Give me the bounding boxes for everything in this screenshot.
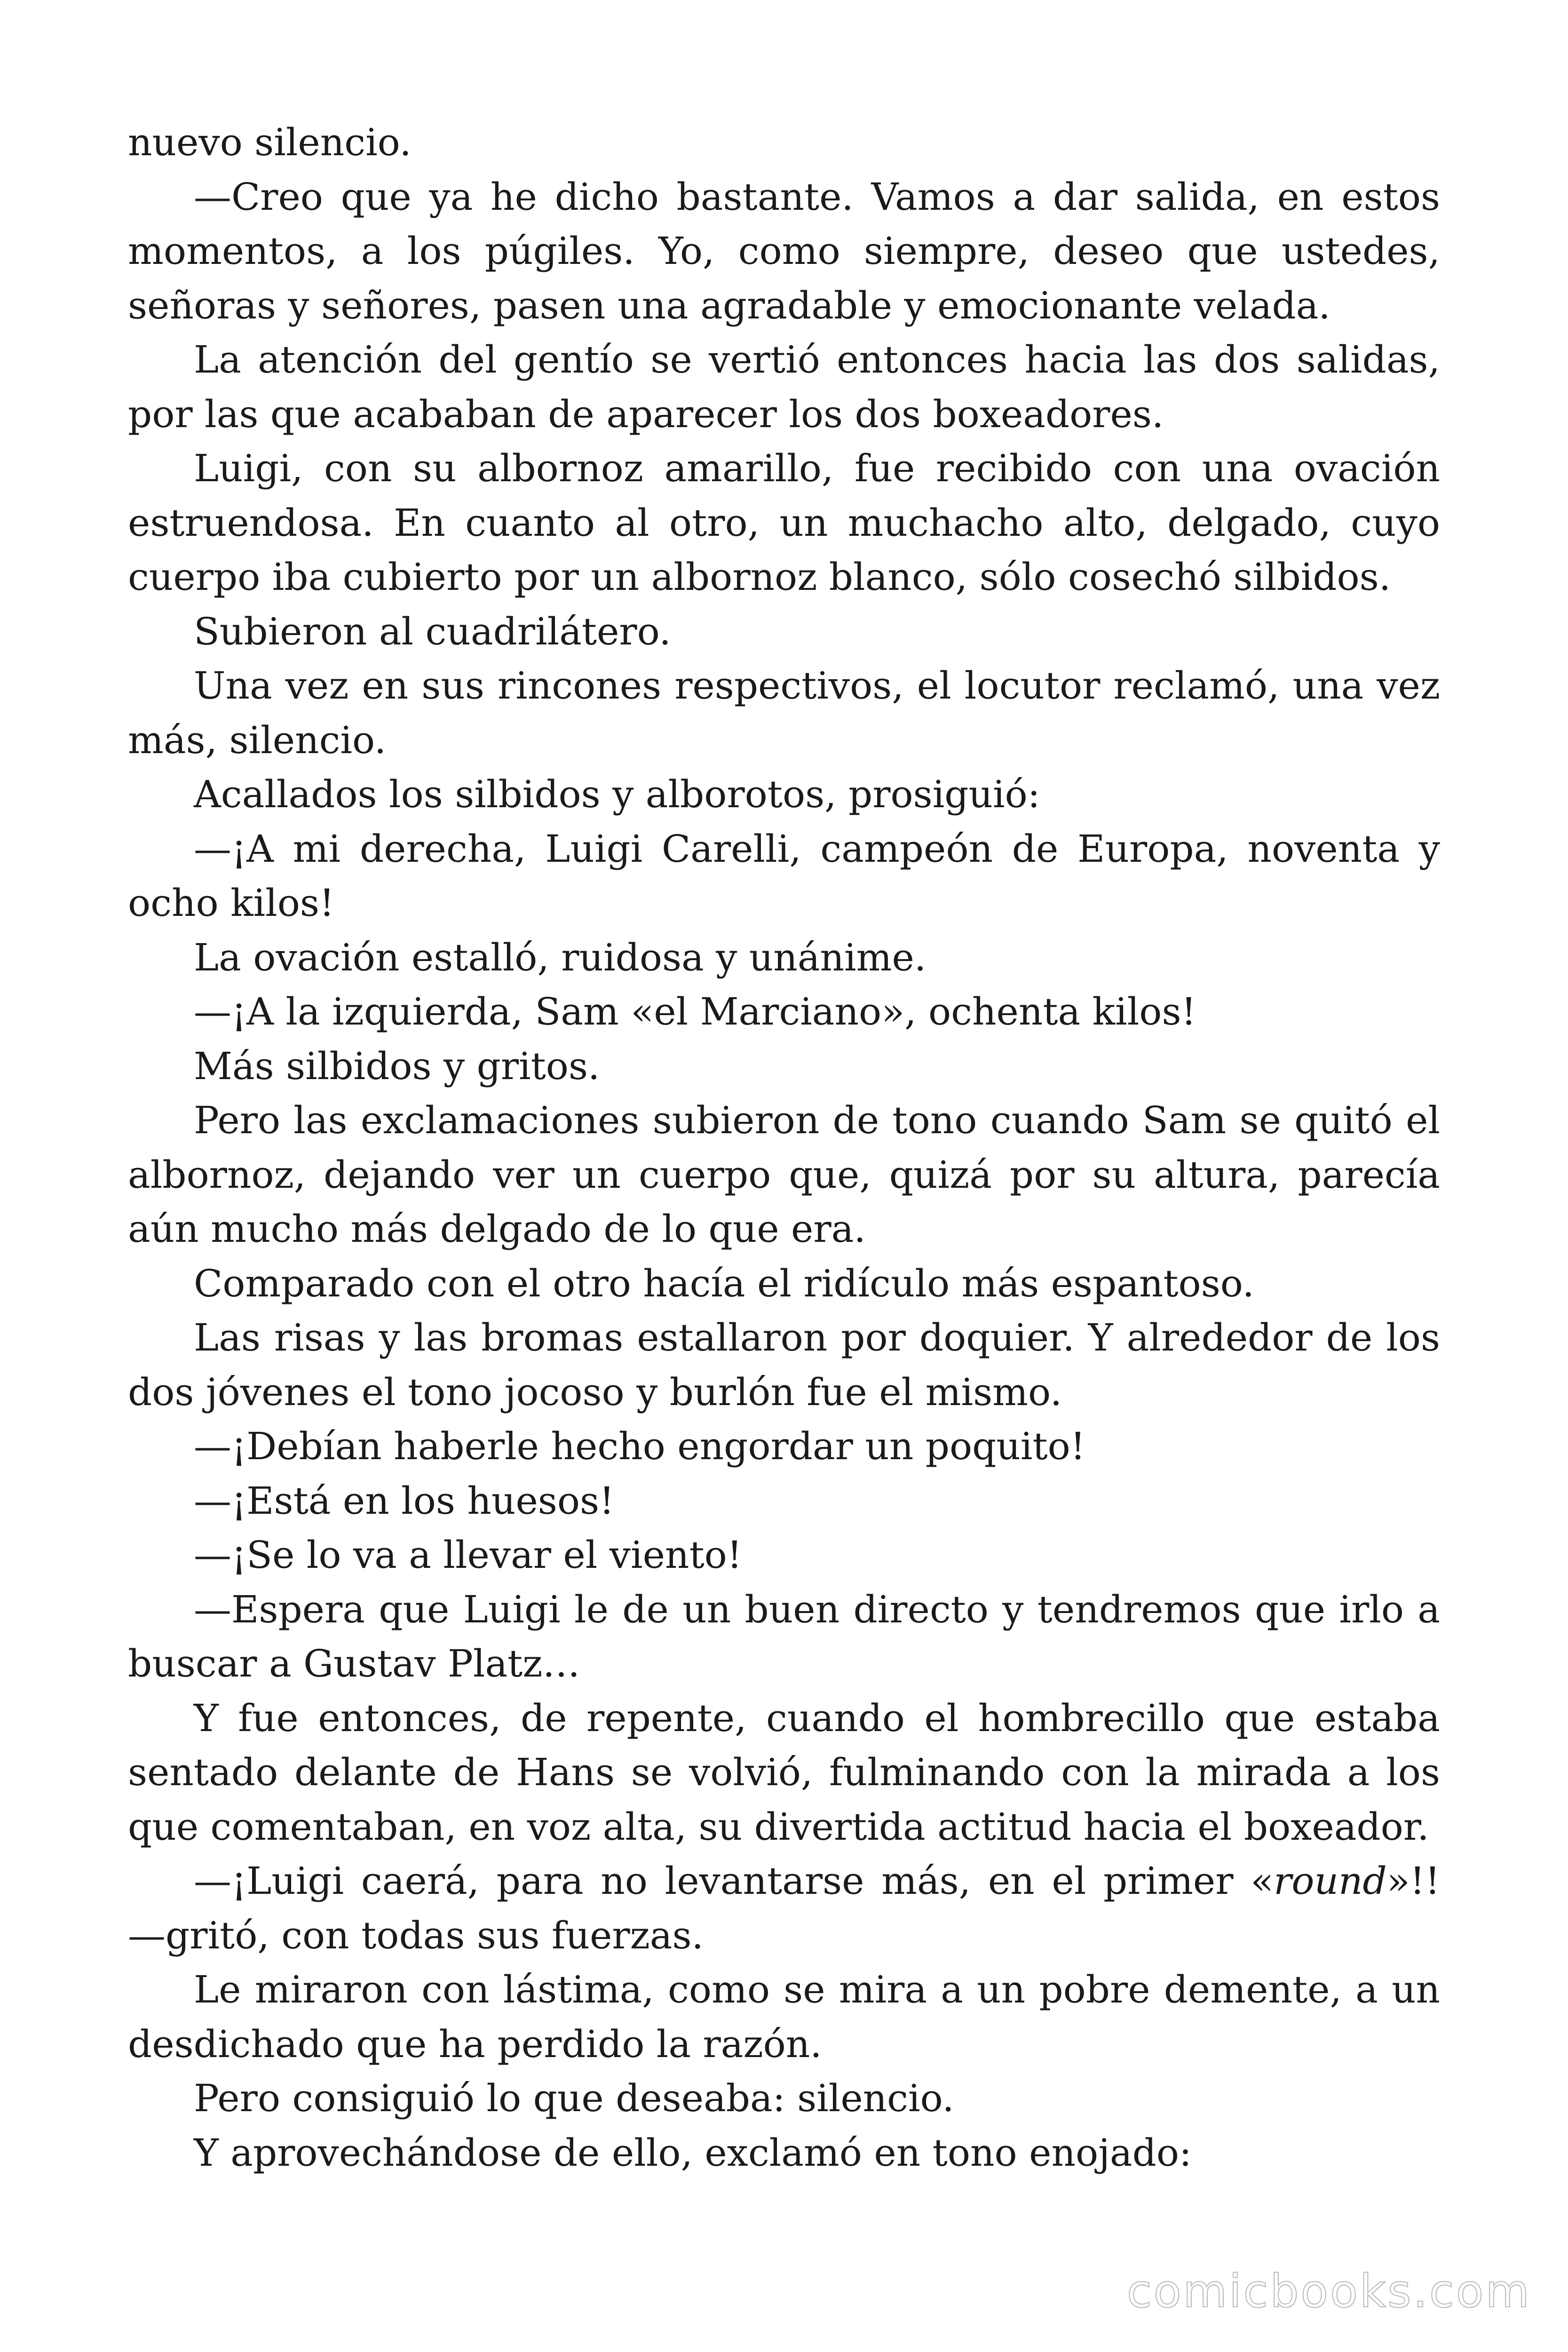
paragraph: Pero consiguió lo que deseaba: silencio. [194,2076,954,2120]
watermark: comicbooks.com [1126,2265,1531,2318]
paragraph: Las risas y las bromas estallaron por doquier. Y alrededor de los dos jóvenes el tono jocoso y burlón fue el mismo. [128,1316,1440,1414]
paragraph: La ovación estalló, ruidosa y unánime. [194,935,927,979]
paragraph-text: —¡Luigi caerá, para no levantarse más, en el primer « [194,1859,1274,1903]
emphasis-round: round [1274,1859,1387,1903]
paragraph: La atención del gentío se vertió entonces hacia las dos salidas, por las que acababan de aparecer los dos boxeadores. [128,338,1440,436]
paragraph: Pero las exclamaciones subieron de tono cuando Sam se quitó el albornoz, dejando ver un cuerpo que, quizá por su altura, parecía aún mucho más delgado de lo que era. [128,1098,1440,1251]
paragraph: Una vez en sus rincones respectivos, el locutor reclamó, una vez más, silencio. [128,664,1440,762]
paragraph: Subieron al cuadrilátero. [194,609,671,653]
paragraph: Y aprovechándose de ello, exclamó en tono enojado: [194,2130,1192,2175]
paragraph: —Espera que Luigi le de un buen directo y tendremos que irlo a buscar a Gustav Platz… [128,1587,1440,1685]
paragraph: Más silbidos y gritos. [194,1044,600,1088]
paragraph: nuevo silencio. [128,120,412,164]
paragraph: —¡A la izquierda, Sam «el Marciano», ochenta kilos! [194,990,1196,1033]
paragraph [128,1854,1440,1963]
paragraph: Le miraron con lástima, como se mira a un pobre demente, a un desdichado que ha perdido la razón. [128,1968,1440,2066]
paragraph: —¡Se lo va a llevar el viento! [194,1533,742,1577]
paragraph: Luigi, con su albornoz amarillo, fue recibido con una ovación estruendosa. En cuanto al otro, un muchacho alto, delgado, cuyo cuerpo iba cubierto por un albornoz blanco, sólo cosechó silbidos. [128,446,1440,599]
paragraph: Comparado con el otro hacía el ridículo más espantoso. [194,1261,1254,1305]
paragraph: —¡Debían haberle hecho engordar un poquito! [194,1424,1085,1468]
paragraph: Y fue entonces, de repente, cuando el hombrecillo que estaba sentado delante de Hans se volvió, fulminando con la mirada a los que comentaban, en voz alta, su divertida actitud hacia el boxeador. [128,1696,1440,1849]
paragraph: —Creo que ya he dicho bastante. Vamos a dar salida, en estos momentos, a los púgiles. Yo, como siempre, deseo que ustedes, señoras y señores, pasen una agradable y emocionante velada. [128,175,1440,327]
paragraph: Acallados los silbidos y alborotos, prosiguió: [194,772,1040,816]
paragraph-text: »!! —gritó, con todas sus fuerzas. [128,1859,1440,1957]
paragraph: —¡A mi derecha, Luigi Carelli, campeón de Europa, noventa y ocho kilos! [128,826,1440,925]
body-text [128,115,1440,2180]
paragraph: —¡Está en los huesos! [194,1478,615,1523]
